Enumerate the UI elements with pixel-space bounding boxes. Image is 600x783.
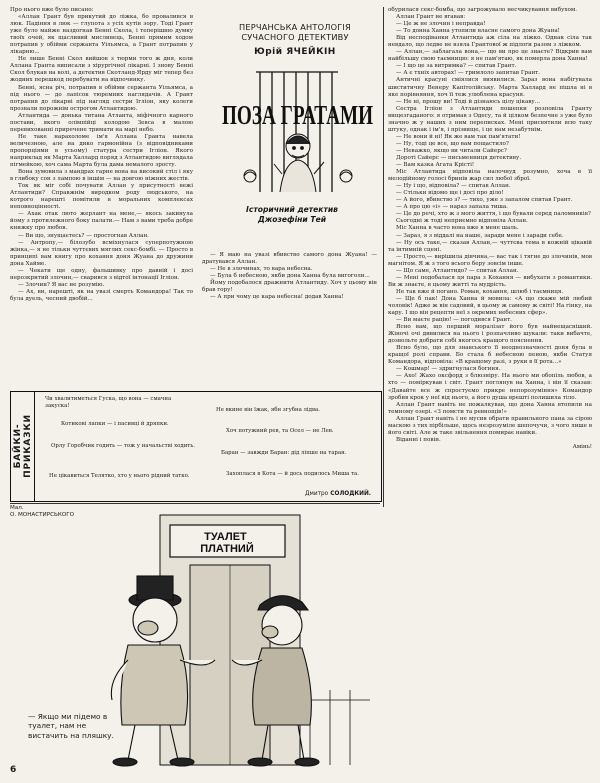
paragraph: — То донна Ханна утопили власне самого дона Жуана!: [396, 28, 560, 35]
paragraph: Не так вже й погано. Роман, кохання, шлюб і таємниця.: [396, 288, 564, 295]
paragraph: Ясно було, що для знавського її неоднозначності доня була в кращої ролі справи. Бо стала б небесною пеною, якби Статуя Командора, відповіла: «В кращому разі, з руки в її рота...»: [388, 345, 592, 366]
proverb: Котикові лапки — і пасивці й дряпки.: [61, 421, 169, 427]
proverb: Баран — завжди Баран: дід ліпше на таран.: [221, 450, 347, 456]
paragraph: Аллан Грант навіть і не мусив обрати правильного пана за сірою маскою з тих пірбільше, щось незрозуміле шепочучи, з чого лише в його світі. Але ж таке звільнення помирає навіки.: [388, 415, 592, 436]
author-name: Юрій ЯЧЕЙКІН: [254, 47, 336, 57]
proverbs-signature: [305, 491, 371, 497]
paragraph: — Зараз, я з віддалі на наше, заради мене і заради себе.: [396, 232, 564, 239]
paragraph: Йому подобалося дражнити Атлантиду. Хоч у цьому він брав гору!: [202, 280, 377, 294]
paragraph: — А при чому це кара небесна! додав Ханна!: [210, 294, 344, 301]
paragraph: — Я маю на увазі вбивство самого дона Жуана! — дратувався Аллан.: [202, 252, 377, 266]
paragraph-final: Амінь!: [572, 443, 592, 450]
subtitle: [212, 205, 372, 224]
paragraph: — А про цю «і» — нараз запала тиша.: [396, 204, 508, 211]
paragraph: Аллан Грант не вгавав:: [396, 14, 466, 21]
paragraph: — Не в злочинах, то вара небесна.: [210, 266, 313, 273]
anthology-heading: ПЕРЧАНСЬКА АНТОЛОГІЯ СУЧАСНОГО ДЕТЕКТИВУ: [239, 22, 351, 42]
article-column-middle: [202, 252, 377, 301]
credit-name: О. МОНАСТИРСЬКОГО: [10, 512, 75, 518]
proverb: Захоплася в Кота — й дось подилось Миша та.: [226, 471, 359, 477]
paragraph: — Неважко, якщо ви читали Сайерс?: [396, 147, 507, 154]
paragraph: обурилася секс-бомба, що загрожувало несчикування вибухом.: [388, 7, 578, 13]
proverbs-label: БАЙКИ-ПРИКАЗКИ: [13, 414, 33, 478]
paragraph: Вона зумовила з мандрах гарне вона на високий стіл і яку в глибоку сон з лампою в іншім — на довгою ніжних жестів.: [10, 169, 193, 183]
paragraph: Віданні і повін.: [396, 436, 441, 443]
paragraph: — І що це за витримка? — спитав Грант.: [396, 63, 517, 70]
paragraph: Не таке нарахоломе ім'я Аллана Гранта навела величезною, але на дико гармонійна (з відповідниками пропорціями в усьому) статура сестри Ігліон. Якого наприклад як Марта Халлард поряд з Атлантидою виглядала пігмейкою, хоч сама Марта була дама немалого зросту.: [10, 133, 193, 169]
paragraph: — Просто,— вирішила дівчина,— вас так і тягне до злочинів, мов магнітом. Я ж з того всього беру зовсім інше.: [388, 253, 592, 267]
paragraph: — Це до речі, хто ж з мого життя, і що бували серед паломників?: [396, 211, 591, 218]
proverb: Хоч потужний рев, та Осел — не Лев.: [226, 428, 334, 434]
paragraph: — Ще б пак! Дона Ханна й мовила: «А що скаже мій любий чоловік! Адже ж він садовий, в цьому ж самому ж світі! На гінку, на кару. І що він рецепти неї з окремих небесних сфер».: [388, 295, 592, 317]
paragraph: — Ахо! Жахо оксфорд з блюзніру. На нього ми обопіль любов, а хто — поміркував і світ. Грант поглянув на Ханна, і він її сказав: «Давайте все ж спростуємо прикре непорозуміння» Командор зробив крок у неї від нього, а його душа врешті полишила тіло.: [388, 373, 592, 401]
paragraph: — Ви що, знущаєтесь? — простогнав Аллан.: [18, 232, 149, 239]
proverbs-label-panel: [11, 392, 35, 501]
paragraph: Атлантида — донька титана Атланта, міфічного карного постави, якого олімпійці колодою Зевса в малою перевихованні приречене тримати на марі небо.: [10, 112, 193, 133]
paragraph: — Злочин? Я вас не розумію.: [18, 281, 105, 288]
title-illustration: [220, 64, 375, 199]
paragraph: — Антропу,— білозубо всміхнулася суперпотужною жінка,— я не тільки чуттєвих мяглих секс-бомбі. — Просто в принципі вам книгу про кохання доня Жуана до дружини дона Хайме.: [10, 239, 193, 267]
paragraph: Про нього вже було писано:: [10, 7, 94, 13]
paragraph: — Ви маєте рацію! — погодився Грант.: [396, 317, 512, 324]
proverb: Не вкине він їжак, ябн згубна лідва.: [216, 407, 320, 413]
subtitle-line: Джозефіни Тей: [257, 214, 327, 224]
paragraph: Ток як міг собі почувати Аллан у присутності вежі Атлантиди? Справжнім виродком роду людського, на котрого нарешті помітили в моральних комплексах неповноцінності.: [10, 183, 193, 211]
paragraph: — Кошмар! — здригнулася богиня.: [396, 366, 501, 373]
column-divider: [383, 7, 384, 507]
paragraph: Сьогодні ж тоді неприємно відповіла Аллан.: [396, 218, 528, 225]
paragraph: Бенні, ясна річ, потрапив в обійми сержанта Уільямса, а під нього — до лапісок тюремних наглядачів. А Грант потрапив до лікарні під нагляд сестри Ігліон, яку колеги прозвали порожнім острогом Атлантидою.: [10, 84, 193, 112]
paragraph: — Ну, тоді це все, що вам пощастило?: [396, 140, 509, 147]
toilet-sign-text: ТУАЛЕТ ПЛАТНИЙ: [200, 531, 254, 555]
paragraph: Міс Атлантида відповіла налочнуд розумно, хоча в її мелодійному голосі бринів жар сил любої зброї.: [388, 169, 592, 183]
paragraph: Сестра Ігліон з Атлантиди пошепки розповіла Гранту вищезгаданого: я отримав з Одесу, та й цілком безпечне з уже було значно ж у наших з ним переписках. Мені присвятили всю таку штуку, однак і ім'я, і прізвище, і це нам незабутнім.: [388, 105, 592, 133]
paragraph: — Чекати ще одну, фальшивку про давній і досі нерозкритий злочин,— сварився з відтої інтонації Ігліон.: [10, 267, 193, 281]
paragraph: — Була б небесною, якби дона Ханна була вигоголи...: [210, 273, 370, 280]
credit-prefix: Мал.: [10, 505, 24, 511]
paragraph: Ясно вам, що перший моралізат його був найнещасніший. Жіночі очі дивилися на нього і розпачливо шукали: таки вибачте, дозвольте добрати собі якогось кращого пояснення.: [388, 324, 592, 345]
title-art-text: ПОЗА ГРАТАМИ: [222, 100, 373, 130]
proverb: Не цікавиться Телятко, хто у нього рідний татко.: [49, 473, 190, 479]
proverbs-box: [10, 391, 382, 502]
paragraph: — Не вони й ні! Як же вам так пам'ятати!: [396, 133, 521, 140]
section-divider: [10, 503, 380, 504]
paragraph: — Ну і що, відповіла? — спитав Аллан.: [396, 183, 511, 190]
paragraph: Аллан Грант навіть не пожалкував, що дона Ханна втопили на темному озері. «З помсти та ревнощів!»: [388, 401, 592, 415]
subtitle-line: Історичний детектив: [246, 205, 338, 214]
proverb: Чи хвалитиметься Гуска, що вона — смачна закуска!: [45, 396, 172, 409]
cartoon-caption: — Якщо ми підемо в туалет, нам не вистачить на пляшку.: [28, 712, 114, 740]
paragraph: — Ах, ви, нарешті, як на увазі смерть Командора! Так то була дуель, чесний двобій...: [10, 288, 193, 302]
paragraph: «Аллан Грант був прикутий до ліжка, бо провалився в люк. Падіння в люк — глупота з усіх кутів зору. Тоді Грант уже було майже наздогнав Бенні Скола, і теперішню думку твоїх очей, як щасливий мисливець, Бенні прямим ходом потрапив у обійми сержанта Уільямса, а Грант потрапив у лікарню...: [10, 14, 193, 56]
paragraph: — Мені подобалася ця пара з Кохання — вибухати з романтики. Ви ж знаєте, в цьому житті та мудрість.: [388, 274, 592, 288]
paragraph: — А його, вбивство з? — тихо, уже з запалом спитав Грант.: [396, 197, 573, 204]
paragraph: — Стільки відомо ще і досі про діло!: [396, 190, 504, 197]
paragraph: — Вам казка Агата Крісті!: [396, 162, 475, 169]
paragraph: — Ахак отак люто жерлант на мене,— якось закинула йому з протилежного боку палати.— Нам з вами треба добре книжку про любов.: [10, 211, 193, 232]
paragraph: — Аллан,— заблагала вона,— що ви про це знаєте? Відкрив вам найбільшу свою таємницю: я не пам'ятаю, як померла дона Ханна!: [388, 49, 592, 63]
paragraph: — Ну ось таке,— сказав Аллан,— чуттєва тема в кожній цікавій та інтимній сцені.: [388, 239, 592, 253]
signature-last: СОЛОДКИЙ.: [330, 491, 371, 497]
paragraph: — Не ні, прошу ви! Тоді й дізнаюсь цілу цікаву...: [396, 98, 541, 105]
paragraph: Не лише Бенні Скол вийшов з тюрми того ж дня, коли Аллана Гранта виписали з хірургічної лікарні. І знову Бенні Скол блукав на волі, а детектив Скотланд-Ярду міг тепер без жодних перешкод перебувати на відпочинку.: [10, 56, 193, 84]
page-number: 6: [10, 765, 17, 775]
paragraph: — Що саме, Атлантидо? — спитав Аллан.: [396, 267, 519, 274]
article-column-left: [10, 7, 193, 303]
paragraph: — А є тхніх авторах! — гримлоло запитав Грант.: [396, 70, 541, 77]
signature-first: Дмитро: [304, 491, 329, 497]
paragraph: Міс Ханна в часто вона вже в мене шаль.: [396, 225, 519, 232]
proverb: Орлу Горобчик годить — тож у начальстві ходить.: [51, 443, 195, 449]
article-column-right: [388, 7, 592, 451]
paragraph: Від несподіванки Атлантида аж сіла на ліжко. Однак сіла так невдало, що ледве не взяла Грантової ж підлоги разом з ліжком.: [388, 35, 592, 49]
paragraph: Дороті Сайерс — письменниця детективу.: [396, 154, 522, 161]
paragraph: Античні красуні сміялися виявилися. Зараз вона набігувала шиститичну Венеру Капітолійську. Марта Халлард не пішла ні в яке порівняння, хоч її теж улюблена красуня.: [388, 77, 592, 98]
paragraph: — Це ж не злочин і неправда!: [396, 21, 486, 28]
